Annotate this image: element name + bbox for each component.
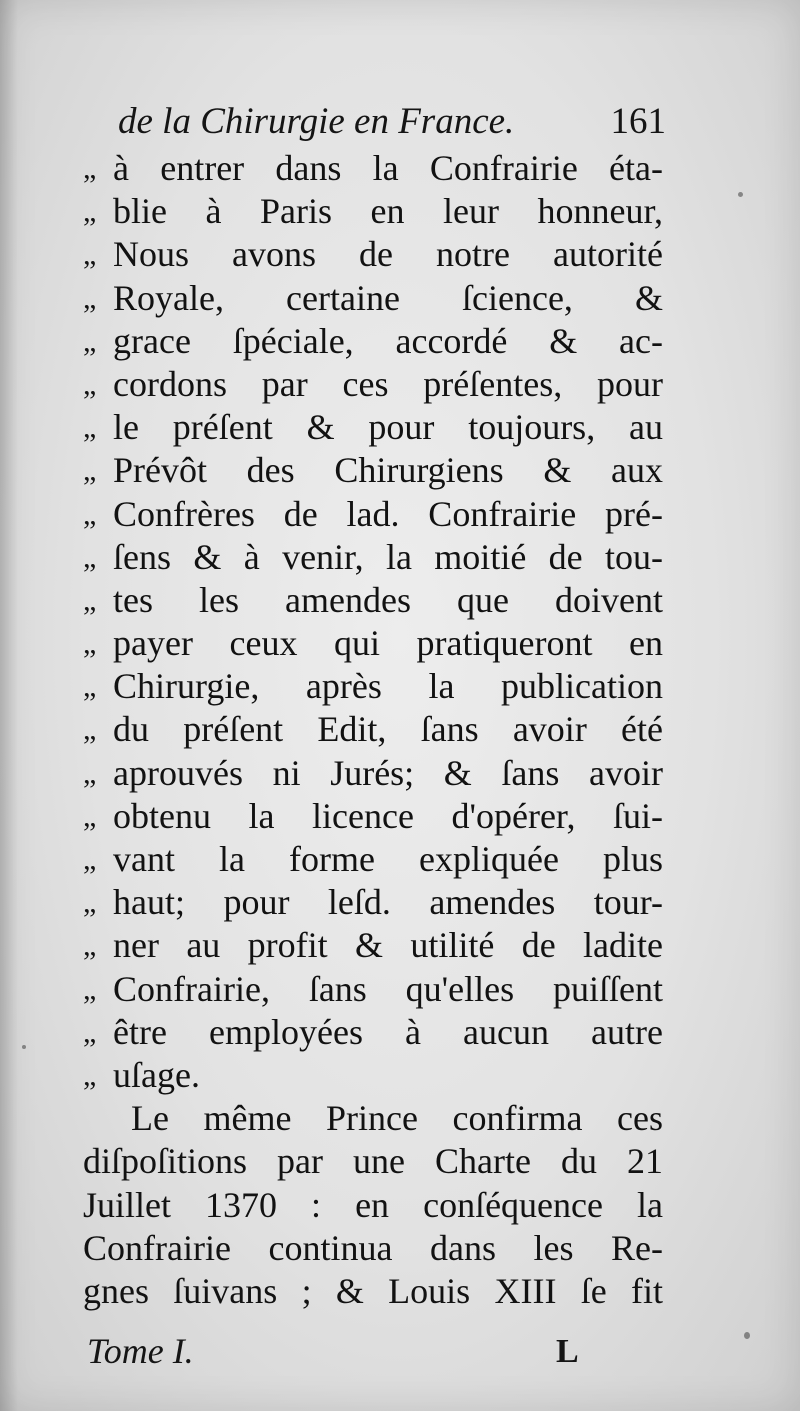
quotation-mark: „: [83, 195, 96, 229]
main-text: [83, 147, 663, 1313]
quoted-line: [83, 449, 663, 492]
paper-speck: [744, 1332, 750, 1339]
page-header: [118, 96, 666, 148]
page-footer: [87, 1329, 587, 1374]
quotation-mark: „: [83, 670, 96, 704]
line-text: Confrères de lad. Confrairie pré-: [113, 493, 663, 534]
quotation-mark: „: [83, 281, 96, 315]
quoted-line: [83, 190, 663, 233]
paragraph-line: [83, 1097, 663, 1140]
quotation-mark: „: [83, 886, 96, 920]
quoted-line: [83, 493, 663, 536]
quotation-mark: „: [83, 411, 96, 445]
paragraph-line: [83, 1270, 663, 1313]
line-text: payer ceux qui pratiqueront en: [113, 623, 663, 664]
quotation-mark: „: [83, 238, 96, 272]
line-text: aprouvés ni Jurés; & ſans avoir: [113, 752, 663, 793]
quoted-line: [83, 363, 663, 406]
line-text: Chirurgie, après la publication: [113, 666, 663, 707]
quoted-line: [83, 536, 663, 579]
quotation-mark: „: [83, 929, 96, 963]
line-text: haut; pour leſd. amendes tour-: [113, 882, 663, 923]
quoted-line: [83, 277, 663, 320]
quoted-line: [83, 1011, 663, 1054]
paragraph-line: [83, 1227, 663, 1270]
line-text: Royale, certaine ſcience, &: [113, 277, 663, 318]
quoted-line: [83, 579, 663, 622]
quotation-mark: „: [83, 152, 96, 185]
line-text: uſage.: [113, 1054, 200, 1095]
line-text: Juillet 1370 : en conſéquence la: [83, 1184, 663, 1225]
paragraph-line: [83, 1184, 663, 1227]
quoted-line: [83, 924, 663, 967]
quotation-mark: „: [83, 454, 96, 488]
quotation-mark: „: [83, 583, 96, 617]
quotation-mark: „: [83, 540, 96, 574]
quoted-line: [83, 968, 663, 1011]
quotation-mark: „: [83, 497, 96, 531]
line-text: le préſent & pour toujours, au: [113, 407, 663, 448]
quoted-line: [83, 665, 663, 708]
line-text: grace ſpéciale, accordé & ac-: [113, 320, 663, 361]
quotation-mark: „: [83, 367, 96, 401]
quotation-mark: „: [83, 972, 96, 1006]
line-text: à entrer dans la Confrairie éta-: [113, 148, 663, 188]
line-text: vant la forme expliquée plus: [113, 839, 663, 879]
line-text: tes les amendes que doivent: [113, 579, 663, 620]
line-text: ſens & à venir, la moitié de tou-: [113, 536, 663, 577]
volume-label: Tome I.: [87, 1331, 194, 1371]
line-text: cordons par ces préſentes, pour: [113, 363, 663, 404]
line-text: être employées à aucun autre: [113, 1011, 663, 1052]
quotation-mark: „: [83, 1015, 96, 1049]
line-text: du préſent Edit, ſans avoir été: [113, 709, 663, 750]
paragraph-line: [83, 1140, 663, 1183]
signature-mark: L: [556, 1333, 579, 1370]
quoted-line: [83, 838, 663, 881]
line-text: gnes ſuivans ; & Louis XIII ſe fit: [83, 1270, 663, 1311]
paper-speck: [738, 192, 743, 197]
line-text: Confrairie continua dans les Re-: [83, 1227, 663, 1268]
quotation-mark: „: [83, 799, 96, 833]
paper-speck: [22, 1045, 26, 1049]
line-text: Prévôt des Chirurgiens & aux: [113, 450, 663, 491]
line-text: blie à Paris en leur honneur,: [113, 191, 663, 232]
quotation-mark: „: [83, 843, 96, 876]
binding-shadow: [0, 0, 18, 1411]
quoted-line: [83, 708, 663, 751]
line-text: Confrairie, ſans qu'elles puiſſent: [113, 968, 663, 1009]
quotation-mark: „: [83, 324, 96, 358]
running-head: de la Chirurgie en France.: [118, 101, 515, 142]
line-text: Le même Prince confirma ces: [131, 1098, 663, 1139]
quotation-mark: „: [83, 1058, 96, 1092]
quoted-line: [83, 795, 663, 838]
line-text: diſpoſitions par une Charte du 21: [83, 1141, 663, 1182]
quoted-line: [83, 147, 663, 190]
quotation-mark: „: [83, 627, 96, 661]
quoted-line: [83, 622, 663, 665]
quoted-line: [83, 320, 663, 363]
line-text: ner au profit & utilité de ladite: [113, 925, 663, 966]
quotation-mark: „: [83, 713, 96, 747]
line-text: Nous avons de notre autorité: [113, 234, 663, 275]
quotation-mark: „: [83, 756, 96, 790]
quoted-line: [83, 1054, 663, 1097]
quoted-line: [83, 233, 663, 276]
quoted-line: [83, 406, 663, 449]
quoted-line: [83, 881, 663, 924]
line-text: obtenu la licence d'opérer, ſui-: [113, 795, 663, 836]
quoted-line: [83, 752, 663, 795]
page-number: 161: [610, 101, 666, 142]
